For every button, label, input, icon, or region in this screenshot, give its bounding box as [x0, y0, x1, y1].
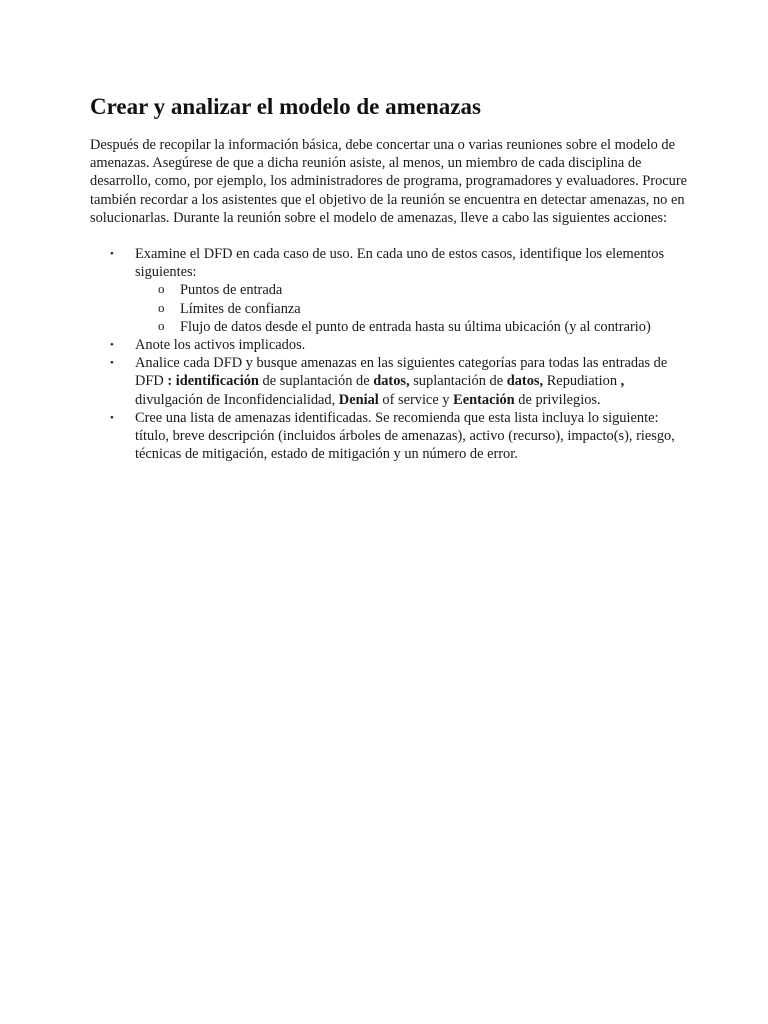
- list-item: [90, 245, 690, 336]
- document-title: Crear y analizar el modelo de amenazas: [90, 94, 481, 119]
- sub-list-item: [135, 318, 690, 336]
- bold-run: datos,: [373, 373, 410, 390]
- text-run: divulgación de Inconfidencialidad,: [135, 391, 339, 408]
- sub-bullet-icon: o: [158, 281, 165, 297]
- bold-run: ,: [620, 373, 625, 390]
- sub-list-item: [135, 281, 690, 299]
- document-page: [90, 92, 690, 463]
- list-item: [90, 409, 690, 464]
- bullet-icon: •: [110, 248, 114, 261]
- intro-paragraph: Después de recopilar la información básica, debe concertar una o varias reuniones sobre el modelo de amenazas. Asegúrese de que a dicha reunión asiste, al menos, un miembro de cada disciplina de desarrollo, como, por ejemplo, los administradores de programa, programadores y evaluadores. Procure también recordar a los asistentes que el objetivo de la reunión se encuentra en detectar amenazas, no en solucionarlas. Durante la reunión sobre el modelo de amenazas, lleve a cabo las siguientes acciones:: [90, 137, 688, 226]
- list-item: [90, 336, 690, 354]
- sub-list-item: [135, 300, 690, 318]
- bold-run: datos,: [506, 373, 544, 390]
- bold-run: Eentación: [453, 391, 515, 408]
- sub-list: [135, 281, 690, 336]
- bullet-icon: •: [110, 357, 114, 370]
- text-run: Repudiation: [543, 373, 621, 390]
- bold-run: : identificación: [167, 373, 259, 390]
- sub-list-item-text: Límites de confianza: [180, 300, 301, 317]
- bullet-icon: •: [110, 411, 114, 424]
- text-run: of service y: [378, 391, 454, 408]
- list-item: [90, 354, 690, 409]
- list-item-text: Examine el DFD en cada caso de uso. En cada uno de estos casos, identifique los elementos siguientes:: [135, 246, 665, 281]
- sub-list-item-text: Flujo de datos desde el punto de entrada hasta su última ubicación (y al contrario): [180, 318, 651, 335]
- list-item-text: [135, 355, 667, 407]
- text-run: Analice cada DFD y busque amenazas en las siguientes categorías para todas las entradas de DFD: [135, 355, 668, 390]
- list-item-text: Cree una lista de amenazas identificadas. Se recomienda que esta lista incluya lo siguiente: título, breve descripción (incluidos árboles de amenazas), activo (recurso), impacto(s), riesgo, técnicas de mitigación, estado de mitigación y un número de error.: [135, 409, 675, 463]
- sub-bullet-icon: o: [158, 299, 165, 315]
- sub-list-item-text: Puntos de entrada: [180, 282, 283, 299]
- sub-bullet-icon: o: [158, 317, 165, 333]
- bold-run: Denial: [338, 391, 379, 408]
- bullet-icon: •: [110, 339, 114, 352]
- list-item-text: Anote los activos implicados.: [135, 337, 306, 354]
- text-run: de suplantación de: [258, 373, 374, 390]
- text-run: suplantación de: [409, 373, 507, 390]
- text-run: de privilegios.: [514, 391, 601, 408]
- actions-list: [90, 245, 690, 463]
